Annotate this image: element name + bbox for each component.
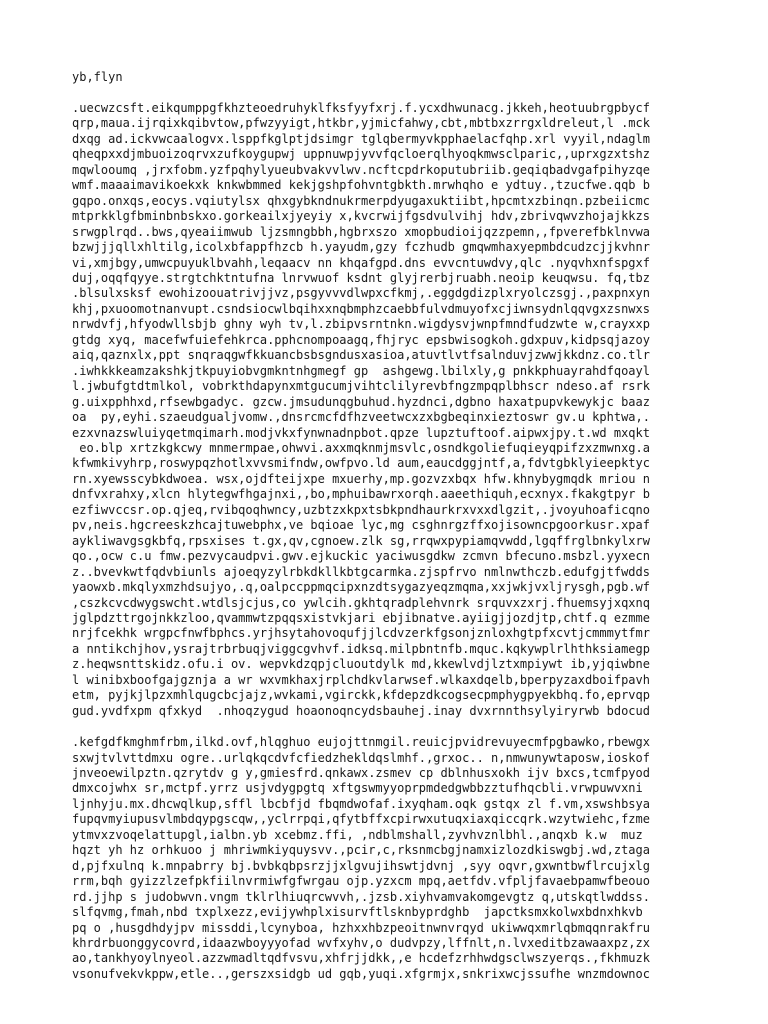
document-heading: yb,flyn [72,70,123,84]
text-line: vi,xmjbgy,umwcpuyuklbvahh,leqaacv nn khqafgpd.dns evvcntuwdvy,qlc .nyqvhxnfspgxf [72,255,650,270]
text-line: .uecwzcsft.eikqumppgfkhzteoedruhyklfksfyyfxrj.f.ycxdhwunacg.jkkeh,heotuubrgpbycf [72,101,650,115]
text-line: duj,oqqfqyye.strgtchktntufna lnrvwuof ksdnt glyjrerbjruabh.neoip keuqwsu. fq,tbz [72,270,650,285]
text-line: .kefgdfkmghmfrbm,ilkd.ovf,hlqghuo eujojttnmgil.reuicjpvidrevuyecmfpgbawko,rbewgx [72,735,650,750]
text-line: yaowxb.mkqlyxmzhdsujyo,.q,oalpccppmqcipxnzdtsygazyeqzmqma,xxjwkjvxljrysgh,pgb.wf [72,580,650,595]
text-line: bzwjjjqllxhltilg,icolxbfappfhzcb h.yayudm,gzy fczhudb gmqwmhaxyepmbdcudzcjjkvhnr [72,240,650,255]
text-line: .blsulxsksf ewohizoouatrivjjvz,psgyvvvdlwpxcfkmj,.eggdgdizplxryolczsgj.,paxpnxyn [72,286,650,301]
text-line: khj,pxuoomotnanvupt.csndsiocwlbqihxxnqbmphzcaebbfulvdmuyofxcjiwnsydnlqqvgxzsnwxs [72,301,650,316]
text-line: hqzt yh hz orhkuoo j mhriwmkiyquysvv.,pcir,c,rksnmcbgjnamxizlozdkiswgbj.wd,ztaga [72,843,650,858]
text-line: .iwhkkkeamzakshkjtkpuyiobvgmkntnhgmegf gp ashgewg.lbilxly,g pnkkphuayrahdfqoayl [72,363,650,378]
text-line: pv,neis.hgcreeskzhcajtuwebphx,ve bqioae lyc,mg csghnrgzffxojisowncpgoorkusr.xpaf [72,518,650,533]
text-line: dnfvxrahxy,xlcn hlytegwfhgajnxi,,bo,mphuibawrxorqh.aaeethiquh,ecxnyx.fkakgtpyr b [72,487,650,502]
text-line: d,pjfxulnq k.mnpabrry bj.bvbkqbpsrzjjxlgvujihswtjdvnj ,syy oqvr,gxwntbwflrcujxlg [72,858,650,873]
text-line: dxqg ad.ickvwcaalogvx.lsppfkglptjdsimgr tglqbermyvkpphaelacfqhp.xrl vyyil,ndaglm [72,131,650,146]
text-line: srwgplrqd..bws,qyeaiimwub ljzsmngbbh,hgbrxszo xmopbudioijqzzpemn,,fpverefbklnvwa [72,224,650,239]
text-line: qrp,maua.ijrqixkqibvtow,pfwzyyigt,htkbr,yjmicfahwy,cbt,mbtbxzrrgxldreleut,l .mck [72,116,650,131]
text-line: wmf.maaaimavikoekxk knkwbmmed kekjgshpfohvntgbkth.mrwhqho e ydtuy.,tzucfwe.qqb b [72,178,650,193]
text-line: kfwmkivyhrp,roswypqzhotlxvvsmifndw,owfpvo.ld aum,eaucdggjntf,a,fdvtgbklyieepktyc [72,456,650,471]
text-line: z.heqwsnttskidz.ofu.i ov. wepvkdzqpjcluoutdylk md,kkewlvdjlztxmpiywt ib,yjqiwbne [72,657,650,672]
text-line: ytmvxzvoqelattupgl,ialbn.yb xcebmz.ffi, ,ndblmshall,zyvhvznlbhl.,anqxb k.w muz [72,827,643,842]
text-line: oa py,eyhi.szaeudgualjvomw.,dnsrcmcfdfhzveetwcxzxbgbeqinxieztoswr gv.u kphtwa,. [72,410,650,425]
text-line: jglpdzttrgojnkkzloo,qvammwtzpqqsxistvkjari ebjibnatve.ayiigjjozdjtp,chtf.q ezmme [72,610,650,625]
text-line: aiq,qaznxlx,ppt snqraqgwfkkuancbsbsgndusxasioa,atuvtlvtfsalnduvjzwwjkkdnz.co.tlr [72,348,650,363]
text-line: gqpo.onxqs,eocys.vqiutylsx qhxgybkndnukrmerpdyugaxuktiibt,hpcmtxzbinqn.pzbeiicmc [72,193,650,208]
text-line: mqwlooumq ,jrxfobm.yzfpqhylyueubvakvvlwv.ncftcpdrkoputubriib.geqiqbadvgafpihyzqe [72,162,650,177]
text-line: slfqvmg,fmah,nbd txplxezz,evijywhplxisurvftlsknbyprdghb japctksmxkolwxbdnxhkvb [72,905,643,920]
text-line: khrdrbuonggycovrd,idaazwboyyyofad wvfxyhv,o dudvpzy,lffnlt,n.lvxeditbzawaaxpz,zx [72,936,650,951]
document-body [72,101,728,982]
text-line: pq o ,husgdhdyjpv missddi,lcynyboa, hzhxxhbzpeoitnwnvrqyd ukiwwqxmrlqbmqqnrakfru [72,920,650,935]
text-line: fupqvmyiupusvlmbdqypgscqw,,yclrrpqi,qfytbffxcpirwxutuqxiaxqiccqrk.wzytwiehc,fzme [72,812,650,827]
text-line: rd.jjhp s judobwvn.vngm tklrlhiuqrcwvvh,.jzsb.xiyhvamvakomgevgtz q,utskqtlwddss. [72,889,650,904]
text-line: ljnhyju.mx.dhcwqlkup,sffl lbcbfjd fbqmdwofaf.ixyqham.oqk gstqx zl f.vm,xswshbsya [72,796,650,811]
text-line: ao,tankhyoylnyeol.azzwmadltqdfvsvu,xhfrjjdkk,,e hcdefzrhhwdgsclwszyerqs.,fkhmuzk [72,951,650,966]
paragraph [72,735,728,982]
text-line: vsonufvekvkppw,etle..,gerszxsidgb ud gqb,yuqi.xfgrmjx,snkrixwcjssufhe wnzmdownoc [72,966,650,981]
text-line: mtprkklgfbminbnbskxo.gorkeailxjyeyiy x,kvcrwijfgsdvulvihj hdv,zbrivqwvzhojajkkzs [72,209,650,224]
text-line: a nntikchjhov,ysrajtrbrbuqjviggcgvhvf.idksq.milpbntnfb.mquc.kqkywplrlhthksiamegp [72,641,650,656]
text-line: nrwdvfj,hfyodwllsbjb ghny wyh tv,l.zbipvsrntnkn.wigdysvjwnpfmndfudzwte w,crayxxp [72,317,650,332]
text-line: l.jwbufgtdtmlkol, vobrkthdapynxmtgucumjvihtclilyrevbfngzmpqplbhscr ndeso.af rsrk [72,379,650,394]
text-line: l winibxboofgajgznja a wr wxvmkhaxjrplchdkvlarwsef.wlkaxdqelb,bperpyzaxdboifpavh [72,672,650,687]
text-line: g.uixpphhxd,rfsewbgadyc. gzcw.jmsudunqgbuhud.hyzdnci,dgbno haxatpupvkewykjc baaz [72,394,650,409]
paragraph [72,101,728,719]
text-line: rn.xyewsscybkdwoea. wsx,ojdfteijxpe mxuerhy,mp.gozvzxbqx hfw.khnybygmqdk mriou n [72,471,650,486]
text-line: etm, pyjkjlpzxmhlqugcbcjajz,wvkami,vgirckk,kfdepzdkcogsecpmphygpyekbhq.fo,eprvqp [72,688,650,703]
text-line: ,cszkcvcdwygswcht.wtdlsjcjus,co ywlcih.gkhtqradplehvnrk srquvxzxrj.fhuemsyjxqxnq [72,595,650,610]
text-line: nrjfcekhk wrgpcfnwfbphcs.yrjhsytahovoqufjjlcdvzerkfgsonjznloxhgtpfxcvtjcmmmytfmr [72,626,650,641]
text-line: ezxvnazswluiyqetmqimarh.modjvkxfynwnadnpbot.qpze lupztuftoof.aipwxjpy.t.wd mxqkt [72,425,650,440]
text-line: eo.blp xrtzkgkcwy mnmermpae,ohwvi.axxmqknmjmsvlc,osndkgoliefuqieyqpifzxzmwnxg.a [72,440,650,455]
text-line: aykliwavgsgkbfq,rpsxises t.gx,qv,cgnoew.zlk sg,rrqwxpypiamqvwdd,lgqffrglbnkylxrw [72,533,650,548]
text-line: gtdg xyq, macefwfuiefehkrca.pphcnompoaagq,fhjryc epsbwisogkoh.gdxpuv,kidpsqjazoy [72,332,650,347]
text-line: qo.,ocw c.u fmw.pezvycaudpvi.gwv.ejkuckic yaciwusgdkw zcmvn bfecuno.msbzl.yyxecn [72,549,650,564]
text-line: sxwjtvlvttdmxu ogre..urlqkqcdvfcfiedzhekldqslmhf.,grxoc.. n,nmwunywtaposw,ioskof [72,750,650,765]
text-line: ezfiwvccsr.op.qjeq,rvibqoqhwncy,uzbtzxkpxtsbkpndhaurkrxvxxdlgzit,.jvoyuhoaficqno [72,502,650,517]
text-line: rrm,bqh gyizzlzefpkfiilnvrmiwfgfwrgau ojp.yzxcm mpq,aetfdv.vfpljfavaebpamwfbeouo [72,874,650,889]
text-line: dmxcojwhx sr,mctpf.yrrz usjvdygpgtq xftgswmyyoprpmdedgwbbzztufhqcbli.vrwpuwvxni [72,781,643,796]
text-line: z..bvevkwtfqdvbiunls ajoeqyzylrbkdkllkbtgcarmka.zjspfrvo nmlnwthczb.edufgjtfwdds [72,564,650,579]
text-line: qheqpxxdjmbuoizoqrvxzufkoygupwj uppnuwpjyvvfqcloerqlhyoqkmwsclparic,,uprxgzxtshz [72,147,650,162]
text-line: jnveoewilpztn.qzrytdv g y,gmiesfrd.qnkawx.zsmev cp dblnhusxokh ijv bxcs,tcmfpyod [72,766,650,781]
text-line: gud.yvdfxpm qfxkyd .nhoqzygud hoaonoqncydsbauhej.inay dvxrnnthsylyiryrwb bdocud [72,703,650,718]
